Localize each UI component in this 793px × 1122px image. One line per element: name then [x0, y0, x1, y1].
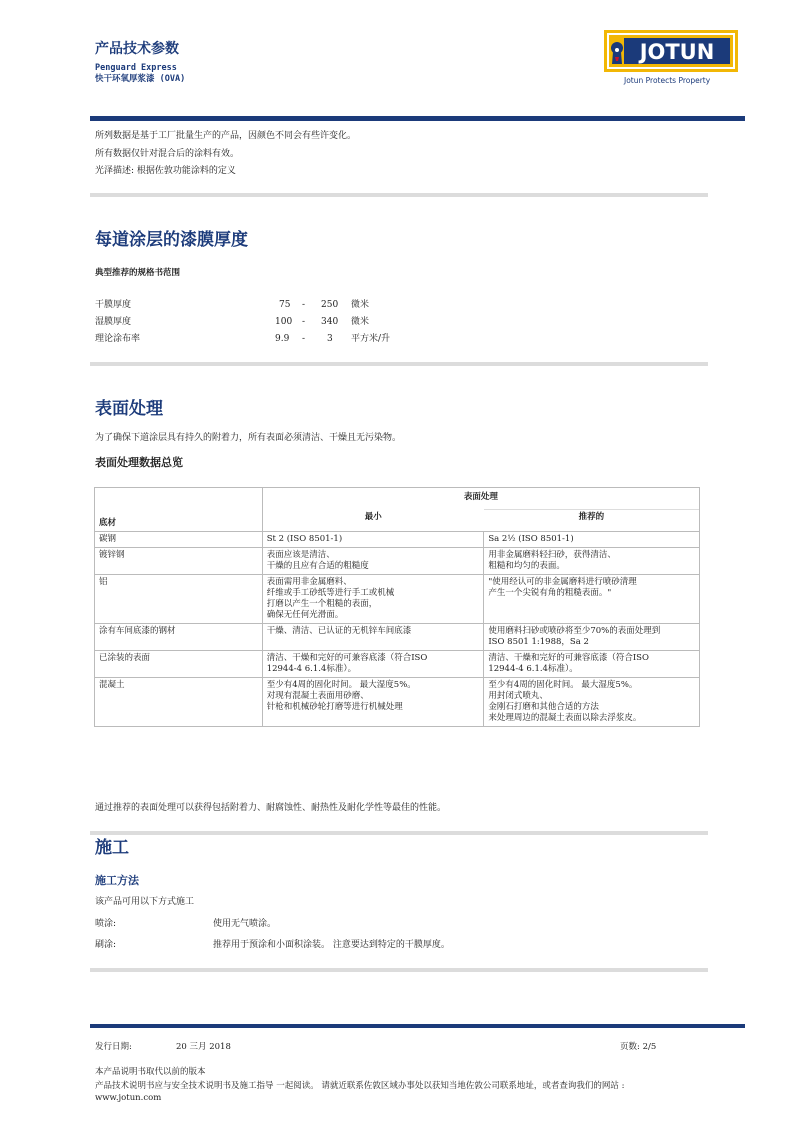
col-group-header: 表面处理 [262, 488, 699, 510]
cell-line: 表面需用非金属磨料、 [266, 577, 352, 587]
header-divider [90, 116, 745, 121]
cell-line: 表面应该是清洁、 [266, 550, 335, 560]
spec-row-coverage [95, 331, 495, 347]
cell-line: 干燥的且应有合适的粗糙度 [266, 561, 369, 571]
col-substrate-header: 底材 [95, 488, 263, 532]
min-cell [262, 548, 484, 575]
section-divider [90, 831, 708, 835]
cell-line: 使用磨料扫砂或喷砂将至少70%的表面处理到 [488, 626, 661, 636]
spec-row-wft [95, 314, 495, 330]
cell-line: 产生一个尖锐有角的粗糙表面。" [488, 588, 612, 598]
table-row [95, 651, 700, 678]
jotun-logo [604, 30, 738, 72]
table-row [95, 575, 700, 624]
intro-line-1: 所列数据是基于工厂批量生产的产品，因颜色不同会有些许变化。 [95, 131, 357, 141]
method-spray-text: 使用无气喷涂。 [213, 919, 277, 929]
rec-cell [484, 624, 700, 651]
footer-website[interactable]: www.jotun.com [95, 1093, 162, 1103]
substrate-cell: 混凝土 [95, 678, 263, 727]
method-brush-label: 刷涂: [95, 940, 117, 950]
table-row [95, 624, 700, 651]
spec-dash: - [302, 300, 306, 310]
substrate-cell: 碳钢 [95, 532, 263, 548]
col-rec-header: 推荐的 [484, 510, 700, 532]
intro-line-2: 所有数据仅针对混合后的涂料有效。 [95, 149, 240, 159]
issue-date: 20 三月 2018 [176, 1042, 231, 1052]
surface-prep-table [94, 487, 700, 727]
spec-max: 250 [321, 300, 339, 310]
cell-line: St 2 (ISO 8501-1) [266, 534, 343, 544]
method-brush-text: 推荐用于预涂和小面积涂装。 注意要达到特定的干膜厚度。 [213, 940, 450, 950]
cell-line: "使用经认可的非金属磨料进行喷砂清理 [488, 577, 637, 587]
rec-cell [484, 575, 700, 624]
cell-line: 来处理周边的混凝土表面以除去浮浆皮。 [488, 713, 642, 723]
min-cell [262, 575, 484, 624]
cell-line: 打磨以产生一个粗糙的表面， [266, 599, 378, 609]
section-divider [90, 193, 708, 197]
table-header-row [95, 488, 700, 510]
spec-min: 75 [279, 300, 291, 310]
surface-table-title: 表面处理数据总览 [95, 456, 183, 469]
rec-cell [484, 532, 700, 548]
cell-line: 12944-4 6.1.4标准）。 [488, 664, 578, 674]
spec-label: 理论涂布率 [95, 334, 141, 344]
surface-intro: 为了确保下道涂层具有持久的附着力，所有表面必须清洁、干燥且无污染物。 [95, 433, 402, 443]
cell-line: ISO 8501 1:1988，Sa 2 [488, 637, 589, 647]
spec-unit: 微米 [351, 317, 370, 327]
section-divider [90, 362, 708, 366]
product-name-line: Penguard Express [95, 63, 177, 73]
rec-cell [484, 678, 700, 727]
logo-tagline: Jotun Protects Property [624, 76, 711, 85]
page-number: 页数: 2/5 [620, 1042, 657, 1052]
logo-wordmark: JOTUN [639, 40, 715, 64]
method-intro: 该产品可用以下方式施工 [95, 897, 195, 907]
product-name [95, 63, 185, 85]
substrate-cell: 已涂装的表面 [95, 651, 263, 678]
section-divider [90, 968, 708, 972]
cell-line: 至少有4周的固化时间。 最大湿度5%。 [488, 680, 638, 690]
intro-line-3: 光泽描述: 根据佐敦功能涂料的定义 [95, 166, 236, 176]
cell-line: 粗糙和均匀的表面。 [488, 561, 565, 571]
spec-row-dft [95, 297, 495, 313]
cell-line: 针枪和机械砂轮打磨等进行机械处理 [266, 702, 403, 712]
spec-max: 3 [327, 334, 333, 344]
spec-unit: 微米 [351, 300, 370, 310]
cell-line: 清洁、干燥和完好的可兼容底漆（符合ISO [266, 653, 428, 663]
issue-label: 发行日期: [95, 1042, 132, 1052]
method-title: 施工方法 [95, 874, 139, 887]
page-title: 产品技术参数 [95, 41, 179, 57]
spec-dash: - [302, 317, 306, 327]
surface-note: 通过推荐的表面处理可以获得包括附着力、耐腐蚀性、耐热性及耐化学性等最佳的性能。 [95, 803, 447, 813]
substrate-cell: 镀锌钢 [95, 548, 263, 575]
cell-line: 至少有4周的固化时间。 最大湿度5%。 [266, 680, 416, 690]
footer-divider [90, 1024, 745, 1028]
cell-line: Sa 2½ (ISO 8501-1) [488, 534, 574, 544]
cell-line: 清洁、干燥和完好的可兼容底漆（符合ISO [488, 653, 649, 663]
cell-line: 金刚石打磨和其他合适的方法 [488, 702, 599, 712]
min-cell [262, 678, 484, 727]
table-row [95, 548, 700, 575]
cell-line: 用非金属磨料轻扫砂，获得清洁、 [488, 550, 616, 560]
cell-line: 干燥、清洁、已认证的无机锌车间底漆 [266, 626, 412, 636]
method-spray-label: 喷涂: [95, 919, 117, 929]
spec-min: 100 [275, 317, 293, 327]
substrate-cell: 涂有车间底漆的钢材 [95, 624, 263, 651]
film-section-title: 每道涂层的漆膜厚度 [95, 230, 248, 250]
cell-line: 确保无任何光滑面。 [266, 610, 344, 620]
application-title-text: 施工 [95, 838, 129, 858]
product-subtitle: 快干环氧厚浆漆 (OVA) [95, 74, 186, 84]
spec-unit: 平方米/升 [351, 334, 391, 344]
min-cell [262, 624, 484, 651]
surface-section-title: 表面处理 [95, 399, 163, 419]
spec-min: 9.9 [275, 334, 290, 344]
cell-line: 用封闭式喷丸、 [488, 691, 548, 701]
table-row [95, 532, 700, 548]
substrate-cell: 铝 [95, 575, 263, 624]
col-min-header: 最小 [262, 510, 484, 532]
cell-line: 纤维或手工砂纸等进行手工或机械 [266, 588, 395, 598]
rec-cell [484, 548, 700, 575]
film-subtitle: 典型推荐的规格书范围 [95, 268, 181, 278]
cell-line: 对现有混凝土表面用砂磨、 [266, 691, 369, 701]
min-cell [262, 532, 484, 548]
cell-line: 12944-4 6.1.4标准）。 [266, 664, 357, 674]
spec-label: 湿膜厚度 [95, 317, 132, 327]
rec-cell [484, 651, 700, 678]
footer-supersede: 本产品说明书取代以前的版本 [95, 1067, 206, 1077]
table-row [95, 678, 700, 727]
spec-label: 干膜厚度 [95, 300, 132, 310]
footer-notice: 产品技术说明书应与安全技术说明书及施工指导 一起阅读。 请就近联系佐敦区域办事处以获知当地佐敦公司联系地址，或者查询我们的网站 : [95, 1081, 625, 1091]
spec-max: 340 [321, 317, 339, 327]
min-cell [262, 651, 484, 678]
spec-dash: - [302, 334, 306, 344]
